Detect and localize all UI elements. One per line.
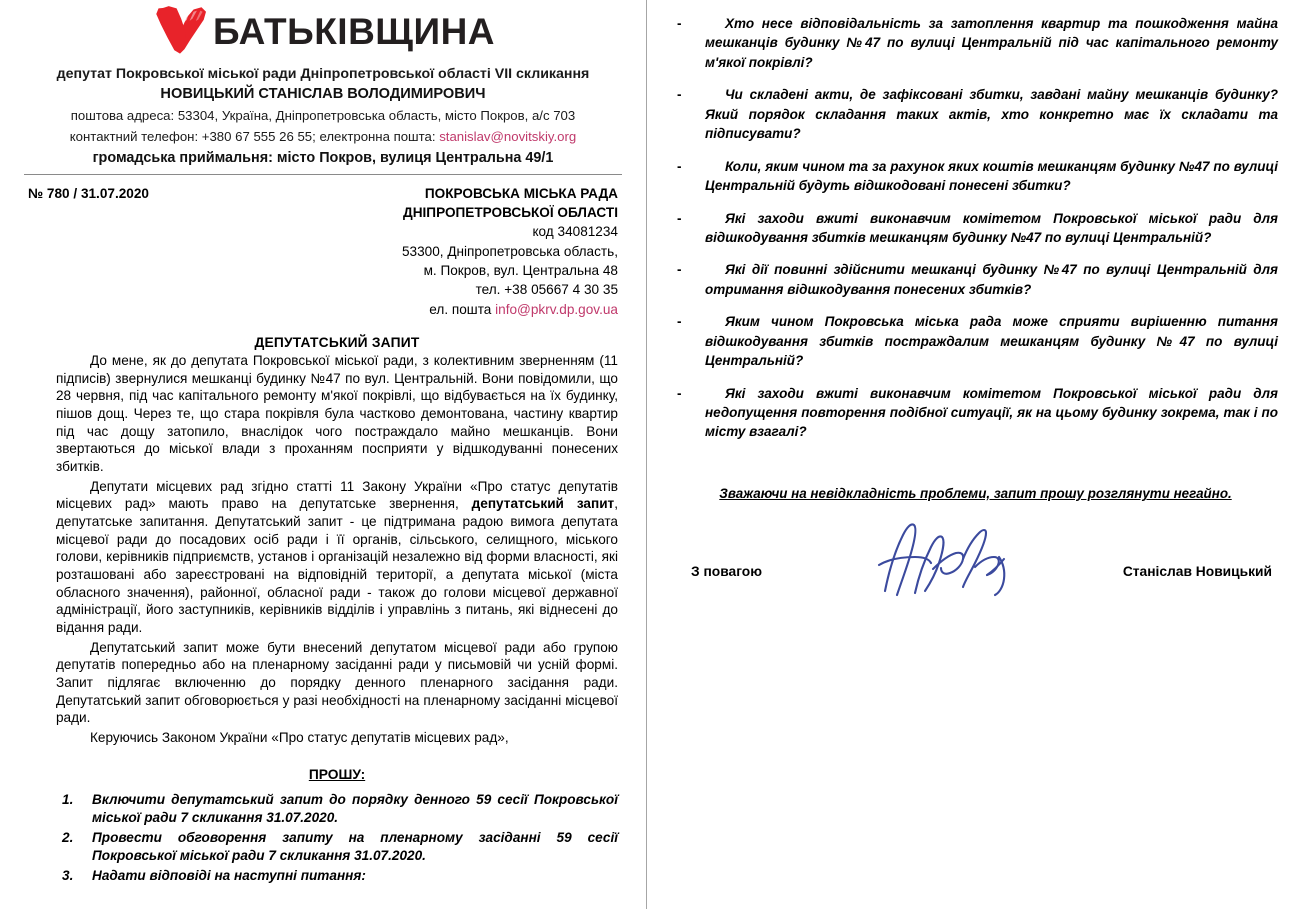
paragraph-law-basis	[56, 478, 618, 637]
addressee-email-label: ел. пошта	[429, 301, 496, 317]
right-column	[647, 0, 1300, 909]
question-item	[661, 384, 1278, 442]
letterhead-divider	[24, 174, 622, 175]
addressee-block	[0, 184, 618, 319]
addressee-address-line2: м. Покров, вул. Центральна 48	[423, 263, 618, 279]
reference-number: № 780 / 31.07.2020	[28, 185, 149, 201]
heart-icon	[151, 5, 209, 57]
paragraph-procedure: Депутатський запит може бути внесений депутатом місцевої ради або групою депутатів попередньо або на пленарному засіданні ради у письмовій чи усній формі. Запит підлягає включенню до порядку денного пленарного засідання ради. Депутатський запит обговорюється у разі необхідності на пленарному засіданні місцевої ради.	[56, 639, 618, 726]
letterhead	[0, 2, 646, 175]
signature-closing: З повагою	[691, 563, 762, 579]
question-item	[661, 209, 1278, 248]
question-text: - Які дії повинні здійснити мешканці будинку №47 по вулиці Центральній для отримання відшкодування понесених збитків?	[705, 262, 1278, 297]
addressee-email-link[interactable]: info@pkrv.dp.gov.ua	[495, 301, 618, 317]
deputy-name-line: НОВИЦЬКИЙ СТАНІСЛАВ ВОЛОДИМИРОВИЧ	[160, 85, 486, 102]
questions-list	[661, 14, 1278, 442]
question-text: - Яким чином Покровська міська рада може сприяти вирішенню питання відшкодування збитків постраждалим мешканцям будинку №47 по вулиці Центральній?	[705, 314, 1278, 369]
document-body	[0, 335, 646, 885]
postal-address-text: поштова адреса: 53304, Україна, Дніпропетровська область, місто Покров, а/с 703	[70, 107, 576, 123]
postal-address-line	[18, 107, 628, 124]
addressee-email-line	[240, 300, 618, 319]
question-text: - Які заходи вжиті виконавчим комітетом Покровської міської ради для відшкодування збитків мешканцям будинку №47 по вулиці Центральній?	[705, 210, 1278, 245]
public-reception-line: громадська приймальня: місто Покров, вулиця Центральна 49/1	[92, 149, 554, 166]
question-text: - Коли, яким чином та за рахунок яких коштів мешканцям будинку №47 по вулиці Центральній будуть відшкодовані понесені збитки?	[705, 158, 1278, 194]
left-column	[0, 0, 646, 909]
paragraph-intro: До мене, як до депутата Покровської міської ради, з колективним зверненням (11 підписів) звернулися мешканці будинку №47 по вул. Центральній. Вони повідомили, що 28 червня, під час капітального ремонту м'якої покрівлі, що відбувається на їх будинку, пішов дощ. Через те, що стара покрівля була частково демонтована, частину квартир під час дощу затопило, внаслідок чого постраждало майно мешканців. Вони звертаються до міської влади з проханням посприяти у відшкодуванні понесених збитків.	[56, 352, 618, 474]
logo-wordmark: БАТЬКІВЩИНА	[212, 10, 496, 52]
handwritten-signature-icon	[871, 513, 1041, 599]
party-logo	[18, 2, 628, 60]
signature-block	[661, 537, 1278, 583]
signatory-name: Станіслав Новицький	[1122, 563, 1272, 579]
question-text: - Хто несе відповідальність за затоплення квартир та пошкодження майна мешканців будинку №47 по вулиці Центральній під час капітального ремонту м'якої покрівлі?	[705, 16, 1278, 70]
document-title: ДЕПУТАТСЬКИЙ ЗАПИТ	[254, 334, 420, 350]
question-text: - Чи складені акти, де зафіксовані збитки, завдані майну мешканців будинку? Який порядок складання таких актів, хто конкретно має їх складати та підписувати?	[705, 87, 1278, 142]
addressee-address-line1: 53300, Дніпропетровська область,	[401, 243, 618, 259]
question-item	[661, 312, 1278, 370]
question-text: - Які заходи вжиті виконавчим комітетом Покровської міської ради для недопущення повторення подібної ситуації, як на цьому будинку зокрема, так і по місту взагалі?	[705, 385, 1278, 440]
paragraph-law-basis-emphasis: депутатський запит	[471, 496, 615, 512]
deputy-role-line: депутат Покровської міської ради Дніпропетровської області VII скликання	[56, 66, 590, 82]
paragraph-law-basis-rest: Депутатський запит - це підтримана радою вимога депутата місцевої ради до посадових осіб ради і її органів, сільського, селищного, міського голови, керівників підприємств, установ і організацій незалежно від форми власності, які розташовані або зареєстровані на відповідній території, а депутата міської (міста обласного значення), районної, обласної ради - також до голови місцевої державної адміністрації, його заступників, керівників відділів і управлінь з питань, які віднесені до відання ради.	[56, 513, 618, 635]
question-item	[661, 85, 1278, 143]
paragraph-law-basis-suffix: , депутатське запитання.	[56, 496, 618, 529]
demand-item: Надати відповіді на наступні питання:	[92, 867, 366, 883]
question-item	[661, 260, 1278, 299]
urgency-note: Зважаючи на невідкладність проблеми, запит прошу розглянути негайно.	[719, 485, 1232, 501]
request-heading: ПРОШУ:	[308, 766, 366, 782]
addressee-phone: тел. +38 05667 4 30 35	[475, 282, 618, 298]
demands-list	[56, 791, 618, 885]
question-item	[661, 157, 1278, 196]
paragraph-law-basis-prefix: Депутати місцевих рад згідно статті 11 Закону України «Про статус депутатів місцевих рад» мають право на депутатське звернення,	[56, 478, 618, 512]
deputy-email-link[interactable]: stanislav@novitskiy.org	[439, 129, 577, 145]
addressee-code: код 34081234	[532, 224, 618, 240]
paragraph-legal-reference: Керуючись Законом України «Про статус депутатів місцевих рад»,	[90, 730, 509, 746]
demand-item: Провести обговорення запиту на пленарному засіданні 59 сесії Покровської міської ради 7 скликання 31.07.2020.	[92, 829, 618, 864]
addressee-org-line1: ПОКРОВСЬКА МІСЬКА РАДА	[424, 185, 618, 201]
contact-phone-text: контактний телефон: +380 67 555 26 55; електронна пошта:	[69, 129, 440, 145]
question-item	[661, 14, 1278, 72]
addressee-org-line2: ДНІПРОПЕТРОВСЬКОЇ ОБЛАСТІ	[403, 205, 618, 221]
contact-line	[18, 128, 628, 145]
demand-item: Включити депутатський запит до порядку денного 59 сесії Покровської міської ради 7 скликання 31.07.2020.	[92, 791, 618, 826]
